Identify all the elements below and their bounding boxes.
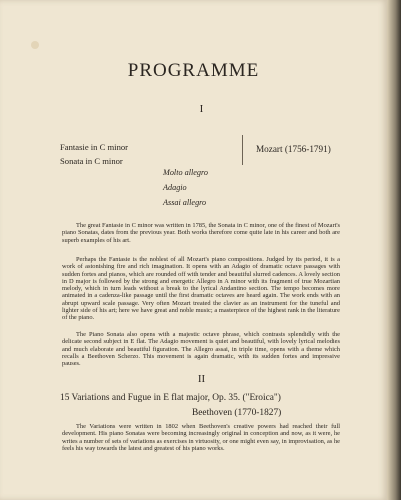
programme-note-paragraph-4: The Variations were written in 1802 when Beethoven's creative powers had reached their full development. His piano Sonatas were becoming increasingly original in conception and now, as it were, he writes a number of sets of variations as exercises in virtuosity, or one might even say, in improvisation, as he feels his way towards the latest and greatest of his piano works.: [62, 423, 340, 452]
work-title-fantasie: Fantasie in C minor: [60, 142, 129, 152]
work-title-variations: 15 Variations and Fugue in E flat major, Op. 35. ("Eroica"): [60, 393, 281, 403]
tempo-marking-1: Molto allegro: [163, 168, 208, 177]
paper-stain: [31, 41, 39, 49]
tempo-marking-3: Assai allegro: [163, 198, 207, 207]
composer-beethoven: Beethoven (1770-1827): [192, 408, 282, 418]
programme-note-paragraph-1: The great Fantasie in C minor was written in 1785, the Sonata in C minor, one of the finest of Mozart's piano Sonatas, dates from the previous year. Both works therefore come quite late in his career and both are superb examples of his art.: [62, 222, 340, 244]
work-title-sonata: Sonata in C minor: [60, 156, 123, 166]
programme-note-paragraph-3: The Piano Sonata also opens with a majestic octave phrase, which contrasts splendidly with the delicate second subject in E flat. The Adagio movement is quiet and beautiful, with lovely lyrical melodies and much elaborate and beautiful figuration. The Allegro assai, in triple time, opens with a theme which recalls a Beethoven Scherzo. This movement is again dramatic, with its sudden fortes and impressive pauses.: [62, 331, 340, 368]
page-edge-shadow: [387, 0, 401, 500]
tempo-marking-2: Adagio: [163, 183, 187, 192]
vertical-divider: [242, 135, 243, 165]
composer-mozart: Mozart (1756-1791): [256, 144, 331, 154]
section-numeral-1: I: [199, 103, 204, 115]
page-title: PROGRAMME: [127, 60, 260, 81]
programme-note-paragraph-2: Perhaps the Fantasie is the noblest of all Mozart's piano compositions. Judged by its period, it is a work of astonishing fire and rich imagination. It opens with an Adagio of dramatic octave passages with sudden fortes and pianos, which are rounded off with tender and beautiful slurred cadences. A lovely section in D major is followed by the strong and energetic Allegro in A minor with its fragment of true Mozartian melody, which in turn leads without a break to the lyrical Andantino section. The tempo becomes more animated in a cadenza-like passage until the first dramatic octaves are heard again. The work ends with an abrupt upward scale passage. Very often Mozart treated the clavier as an instrument for the tuneful and lighter side of his art; here we have great and noble music; a masterpiece of the highest rank in the literature of the piano.: [62, 256, 340, 322]
section-numeral-2: II: [197, 373, 206, 385]
